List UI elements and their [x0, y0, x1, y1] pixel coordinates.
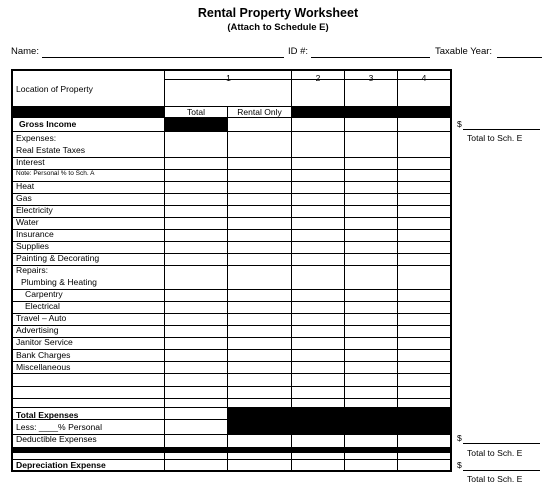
total-expenses-label: Total Expenses: [16, 410, 79, 420]
total-subheader: Total: [187, 107, 205, 117]
miscellaneous-label: Miscellaneous: [16, 362, 71, 372]
electrical-label: Electrical: [25, 301, 60, 311]
column-4-header: 4: [421, 73, 427, 83]
repairs-label: Repairs:: [16, 265, 48, 275]
deductible-dollar: $: [457, 433, 462, 443]
gross-income-dollar: $: [457, 119, 462, 129]
id-field[interactable]: [311, 57, 430, 58]
travel-auto-label: Travel – Auto: [16, 313, 67, 323]
interest-note: Note: Personal % to Sch. A: [16, 170, 95, 177]
rental-only-subheader: Rental Only: [237, 107, 282, 117]
gross-income-total-label: Total to Sch. E: [467, 133, 523, 143]
less-personal-label: Less: ____% Personal: [16, 422, 102, 432]
deductible-expenses-label: Deductible Expenses: [16, 434, 97, 444]
heat-label: Heat: [16, 181, 35, 191]
gross-income-total-field[interactable]: [463, 129, 540, 130]
name-field[interactable]: [42, 57, 284, 58]
deductible-total-label: Total to Sch. E: [467, 448, 523, 458]
column-3-header: 3: [368, 73, 374, 83]
column-2-header: 2: [315, 73, 321, 83]
depreciation-total-field[interactable]: [463, 470, 540, 471]
supplies-label: Supplies: [16, 241, 49, 251]
id-label: ID #:: [288, 46, 309, 57]
electricity-label: Electricity: [16, 205, 53, 215]
janitor-service-label: Janitor Service: [16, 337, 73, 347]
plumbing-heating-label: Plumbing & Heating: [21, 277, 97, 287]
worksheet-title: Rental Property Worksheet: [197, 6, 359, 20]
expenses-label: Expenses:: [16, 133, 57, 143]
gas-label: Gas: [16, 193, 32, 203]
column-1-header: 1: [226, 73, 231, 83]
bank-charges-label: Bank Charges: [16, 350, 71, 360]
location-of-property-label: Location of Property: [16, 84, 93, 94]
worksheet-subtitle: (Attach to Schedule E): [227, 22, 329, 33]
real-estate-taxes-label: Real Estate Taxes: [16, 145, 86, 155]
advertising-label: Advertising: [16, 325, 59, 335]
painting-decorating-label: Painting & Decorating: [16, 253, 100, 263]
depreciation-expense-label: Depreciation Expense: [16, 460, 106, 470]
carpentry-label: Carpentry: [25, 289, 63, 299]
depreciation-dollar: $: [457, 460, 462, 470]
taxable-year-label: Taxable Year:: [435, 46, 493, 57]
taxable-year-field[interactable]: [497, 57, 542, 58]
gross-income-label: Gross Income: [19, 119, 77, 129]
insurance-label: Insurance: [16, 229, 54, 239]
interest-label: Interest: [16, 157, 45, 167]
depreciation-total-label: Total to Sch. E: [467, 474, 523, 484]
name-label: Name:: [11, 46, 39, 57]
deductible-total-field[interactable]: [463, 443, 540, 444]
water-label: Water: [16, 217, 39, 227]
